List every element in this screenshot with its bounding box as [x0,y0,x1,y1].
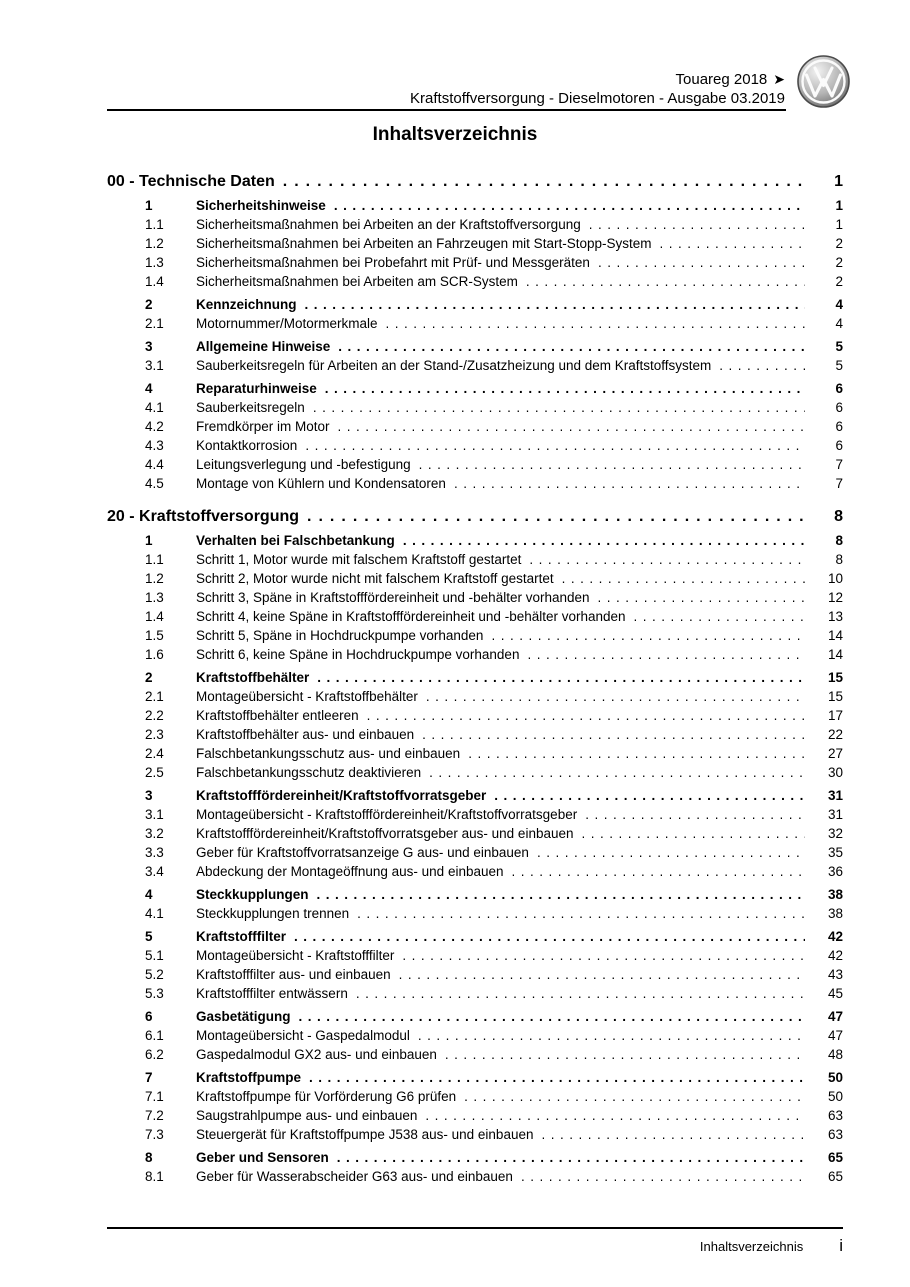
toc-entry-number: 1 [145,198,153,213]
toc-entry-number: 2.5 [145,765,164,780]
toc-entry-page: 2 [835,236,843,251]
dot-leader [357,904,805,923]
toc-entry-row [107,645,843,664]
toc-entry-number: 4.5 [145,476,164,491]
toc-entry-number: 3.1 [145,807,164,822]
toc-entry-row [107,824,843,843]
footer-page-number: i [839,1236,843,1255]
dot-leader [541,1125,805,1144]
dot-leader [317,668,805,687]
toc-entry-number: 1.2 [145,236,164,251]
toc-entry-page: 1 [835,217,843,232]
toc-entry-number: 2.1 [145,689,164,704]
toc-entry-number: 3.1 [145,358,164,373]
toc-entry-number: 2 [145,297,153,312]
toc-entry-page: 17 [827,708,843,723]
toc-entry-page: 7 [835,457,843,472]
toc-entry-title: Sicherheitsmaßnahmen bei Probefahrt mit Prüf- und Messgeräten [196,255,590,270]
toc-entry-page: 63 [827,1108,843,1123]
toc-entry-title: Steckkupplungen trennen [196,906,350,921]
toc-entry-title: Saugstrahlpumpe aus- und einbauen [196,1108,418,1123]
toc-entry-page: 2 [835,274,843,289]
toc-entry-title: Abdeckung der Montageöffnung aus- und einbauen [196,864,504,879]
toc-entry-row [107,1007,843,1026]
header-divider [107,109,786,111]
dot-leader [313,398,805,417]
toc-entry-number: 4.1 [145,906,164,921]
toc-entry-number: 2.3 [145,727,164,742]
toc-entry-row [107,927,843,946]
toc-entry-page: 8 [835,533,843,548]
toc-entry-title: Motornummer/Motormerkmale [196,316,378,331]
toc-entry-row [107,668,843,687]
toc-entry-number: 7 [145,1070,153,1085]
toc-chapter-page: 8 [834,508,843,525]
toc-entry-number: 7.2 [145,1108,164,1123]
toc-entry-number: 1.3 [145,590,164,605]
dot-leader [537,843,805,862]
dot-leader [527,645,805,664]
toc-entry-page: 32 [827,826,843,841]
toc-entry-row [107,295,843,314]
toc-entry-number: 8 [145,1150,153,1165]
toc-entry-title: Fremdkörper im Motor [196,419,330,434]
toc-entry-title: Montageübersicht - Kraftstoffbehälter [196,689,418,704]
toc-entry-page: 50 [827,1070,843,1085]
toc-entry-page: 13 [827,609,843,624]
toc-entry-number: 5.1 [145,948,164,963]
toc-entry-row [107,1087,843,1106]
toc-entry-title: Reparaturhinweise [196,381,317,396]
dot-leader [454,474,805,493]
toc-entry-number: 7.3 [145,1127,164,1142]
toc-entry-title: Geber für Kraftstoffvorratsanzeige G aus- und einbauen [196,845,529,860]
toc-entry-title: Montage von Kühlern und Kondensatoren [196,476,446,491]
dot-leader [529,550,805,569]
toc-entry-title: Falschbetankungsschutz deaktivieren [196,765,422,780]
toc-entry-title: Sauberkeitsregeln für Arbeiten an der Stand-/Zusatzheizung und dem Kraftstoffsystem [196,358,712,373]
toc-entry-title: Kennzeichnung [196,297,297,312]
dot-leader [585,805,805,824]
toc-entry-number: 1.6 [145,647,164,662]
toc-entry-number: 4.1 [145,400,164,415]
toc-entry-number: 4 [145,887,153,902]
toc-entry-row [107,626,843,645]
header-model-text: Touareg 2018 [675,71,768,88]
toc-entry-number: 2.2 [145,708,164,723]
dot-leader [399,965,805,984]
toc-entry-row [107,531,843,550]
toc-entry-page: 8 [835,552,843,567]
toc-entry-title: Gasbetätigung [196,1009,291,1024]
toc-entry-page: 43 [827,967,843,982]
toc-entry-number: 1.1 [145,217,164,232]
page-header [410,70,785,108]
toc-entry-title: Gaspedalmodul GX2 aus- und einbauen [196,1047,437,1062]
toc-entry-title: Leitungsverlegung und -befestigung [196,457,411,472]
toc-entry-row [107,356,843,375]
toc-entry-title: Allgemeine Hinweise [196,339,331,354]
toc-entry-row [107,607,843,626]
toc-entry-number: 7.1 [145,1089,164,1104]
toc-entry-title: Montageübersicht - Kraftstofffördereinheit/Kraftstoffvorratsgeber [196,807,578,822]
toc-entry-page: 38 [827,887,843,902]
dot-leader [419,455,805,474]
toc-entry-number: 1.4 [145,609,164,624]
toc-entry-page: 6 [835,381,843,396]
dot-leader [422,725,805,744]
dot-leader [526,272,805,291]
dot-leader [562,569,805,588]
toc-entry-row [107,234,843,253]
toc-entry-row [107,272,843,291]
dot-leader [425,1106,805,1125]
toc-chapter-page: 1 [834,173,843,190]
toc-entry-page: 65 [827,1169,843,1184]
toc-entry-row [107,196,843,215]
toc-entry-title: Kraftstoffpumpe für Vorförderung G6 prüfen [196,1089,457,1104]
dot-leader [299,1007,805,1026]
toc-entry-row [107,569,843,588]
toc-entry-title: Schritt 2, Motor wurde nicht mit falschem Kraftstoff gestartet [196,571,554,586]
toc-entry-row [107,965,843,984]
toc-entry-title: Steckkupplungen [196,887,309,902]
dot-leader [491,626,805,645]
dot-leader [468,744,805,763]
dot-leader [634,607,805,626]
toc-entry-number: 1 [145,533,153,548]
toc-entry-page: 15 [827,670,843,685]
toc-entry-page: 4 [835,297,843,312]
toc-entry-page: 65 [827,1150,843,1165]
toc-entry-number: 3.3 [145,845,164,860]
toc-entry-page: 38 [827,906,843,921]
toc-entry-number: 4.4 [145,457,164,472]
toc-entry-number: 2.4 [145,746,164,761]
toc-chapter-row [107,172,843,192]
toc-entry-row [107,215,843,234]
toc-entry-page: 36 [827,864,843,879]
toc-entry-number: 2 [145,670,153,685]
toc-entry-row [107,862,843,881]
toc-entry-page: 4 [835,316,843,331]
toc-entry-page: 5 [835,339,843,354]
toc-entry-page: 2 [835,255,843,270]
dot-leader [598,253,805,272]
toc-entry-row [107,314,843,333]
dot-leader [305,436,805,455]
dot-leader [386,314,805,333]
dot-leader [283,172,805,192]
toc-entry-page: 42 [827,948,843,963]
toc-entry-number: 1.2 [145,571,164,586]
dot-leader [307,507,805,527]
toc-entry-title: Schritt 4, keine Späne in Kraftstofffördereinheit und -behälter vorhanden [196,609,626,624]
toc-entry-number: 6 [145,1009,153,1024]
toc-entry-page: 12 [827,590,843,605]
dot-leader [659,234,805,253]
toc-entry-title: Kraftstofffördereinheit/Kraftstoffvorratsgeber [196,788,487,803]
toc-entry-number: 4.2 [145,419,164,434]
toc-entry-number: 1.4 [145,274,164,289]
toc-entry-title: Kraftstofffilter aus- und einbauen [196,967,391,982]
toc-entry-row [107,398,843,417]
toc-entry-number: 4 [145,381,153,396]
toc-entry-number: 1.3 [145,255,164,270]
toc-entry-row [107,550,843,569]
toc-entry-page: 7 [835,476,843,491]
dot-leader [402,946,805,965]
toc-entry-title: Montageübersicht - Kraftstofffilter [196,948,395,963]
dot-leader [305,295,806,314]
dot-leader [719,356,805,375]
toc-entry-page: 31 [827,807,843,822]
toc-entry-number: 3 [145,339,153,354]
dot-leader [512,862,806,881]
toc-entry-page: 22 [827,727,843,742]
toc-entry-number: 3 [145,788,153,803]
toc-entry-page: 48 [827,1047,843,1062]
toc-entry-title: Geber und Sensoren [196,1150,329,1165]
toc-entry-title: Schritt 6, keine Späne in Hochdruckpumpe vorhanden [196,647,520,662]
toc-entry-number: 3.2 [145,826,164,841]
dot-leader [294,927,805,946]
toc-entry-title: Kraftstofffilter [196,929,286,944]
toc-entry-row [107,805,843,824]
header-model-line [410,70,785,89]
toc-entry-page: 31 [827,788,843,803]
toc-entry-title: Sicherheitsmaßnahmen bei Arbeiten an der Kraftstoffversorgung [196,217,581,232]
toc-entry-title: Kraftstofffördereinheit/Kraftstoffvorratsgeber aus- und einbauen [196,826,574,841]
toc-entry-number: 5.3 [145,986,164,1001]
dot-leader [334,196,805,215]
dot-leader [325,379,805,398]
toc-entry-row [107,1068,843,1087]
dot-leader [598,588,805,607]
dot-leader [464,1087,805,1106]
toc-entry-title: Sicherheitsmaßnahmen bei Arbeiten an Fahrzeugen mit Start-Stopp-System [196,236,652,251]
toc-entry-page: 10 [827,571,843,586]
toc-entry-row [107,1106,843,1125]
toc-entry-title: Schritt 5, Späne in Hochdruckpumpe vorhanden [196,628,484,643]
toc-entry-page: 47 [827,1028,843,1043]
dot-leader [317,885,805,904]
toc-entry-page: 1 [835,198,843,213]
toc-entry-page: 6 [835,438,843,453]
toc-entry-number: 5.2 [145,967,164,982]
toc-entry-row [107,1026,843,1045]
toc-entry-title: Schritt 3, Späne in Kraftstofffördereinheit und -behälter vorhanden [196,590,590,605]
toc-chapter-row [107,507,843,527]
toc-entry-row [107,474,843,493]
toc-entry-page: 6 [835,419,843,434]
toc-entry-title: Steuergerät für Kraftstoffpumpe J538 aus- und einbauen [196,1127,534,1142]
toc-entry-title: Schritt 1, Motor wurde mit falschem Kraftstoff gestartet [196,552,522,567]
toc-entry-title: Geber für Wasserabscheider G63 aus- und einbauen [196,1169,513,1184]
dot-leader [589,215,805,234]
toc-entry-row [107,843,843,862]
toc-entry-row [107,744,843,763]
header-doc-line: Kraftstoffversorgung - Dieselmotoren - Ausgabe 03.2019 [410,90,785,107]
toc-entry-page: 45 [827,986,843,1001]
arrow-right-icon: ➤ [773,71,785,87]
toc-entry-row [107,885,843,904]
toc-entry-title: Kontaktkorrosion [196,438,298,453]
toc-entry-row [107,417,843,436]
dot-leader [582,824,806,843]
toc-entry-page: 63 [827,1127,843,1142]
dot-leader [337,1148,805,1167]
toc-entry-row [107,786,843,805]
toc-chapter-label: 20 - Kraftstoffversorgung [107,508,300,525]
toc-entry-title: Sauberkeitsregeln [196,400,305,415]
dot-leader [403,531,805,550]
toc-entry-page: 15 [827,689,843,704]
toc-entry-row [107,1148,843,1167]
dot-leader [356,984,805,1003]
toc-entry-title: Kraftstofffilter entwässern [196,986,348,1001]
toc-chapter-label: 00 - Technische Daten [107,173,275,190]
toc-entry-title: Montageübersicht - Gaspedalmodul [196,1028,410,1043]
toc-entry-page: 50 [827,1089,843,1104]
dot-leader [445,1045,805,1064]
toc-entry-title: Kraftstoffbehälter entleeren [196,708,359,723]
page-footer [700,1236,843,1256]
toc-entry-row [107,763,843,782]
toc-entry-number: 5 [145,929,153,944]
dot-leader [309,1068,805,1087]
toc-entry-number: 2.1 [145,316,164,331]
toc-entry-page: 35 [827,845,843,860]
dot-leader [429,763,805,782]
toc-entry-row [107,379,843,398]
toc-entry-page: 47 [827,1009,843,1024]
dot-leader [494,786,805,805]
toc-entry-title: Kraftstoffbehälter [196,670,310,685]
toc-entry-title: Kraftstoffbehälter aus- und einbauen [196,727,415,742]
toc-entry-page: 42 [827,929,843,944]
toc-entry-number: 8.1 [145,1169,164,1184]
toc-entry-row [107,687,843,706]
toc-entry-row [107,1125,843,1144]
page-title: Inhaltsverzeichnis [372,124,538,145]
toc-entry-number: 4.3 [145,438,164,453]
toc-entry-number: 1.5 [145,628,164,643]
toc-entry-number: 6.1 [145,1028,164,1043]
toc-entry-number: 1.1 [145,552,164,567]
vw-logo-icon [797,55,850,108]
toc-entry-title: Sicherheitsmaßnahmen bei Arbeiten am SCR-System [196,274,518,289]
toc-entry-number: 3.4 [145,864,164,879]
dot-leader [338,337,805,356]
toc-entry-page: 5 [835,358,843,373]
toc-entry-page: 14 [827,647,843,662]
toc-entry-row [107,253,843,272]
dot-leader [338,417,805,436]
toc-entry-row [107,588,843,607]
footer-divider [107,1227,843,1229]
toc-entry-page: 27 [827,746,843,761]
toc-entry-title: Sicherheitshinweise [196,198,326,213]
toc-entry-page: 6 [835,400,843,415]
footer-label: Inhaltsverzeichnis [699,1239,804,1254]
dot-leader [521,1167,805,1186]
dot-leader [418,1026,805,1045]
toc-entry-row [107,984,843,1003]
toc-entry-row [107,337,843,356]
toc-entry-row [107,725,843,744]
toc-entry-title: Falschbetankungsschutz aus- und einbauen [196,746,461,761]
toc-entry-row [107,1045,843,1064]
toc-entry-row [107,1167,843,1186]
toc-entry-row [107,706,843,725]
dot-leader [426,687,805,706]
toc-entry-row [107,436,843,455]
toc-entry-number: 6.2 [145,1047,164,1062]
toc-entry-title: Verhalten bei Falschbetankung [196,533,395,548]
toc-entry-row [107,904,843,923]
toc-entry-page: 30 [827,765,843,780]
toc-entry-row [107,455,843,474]
toc-entry-page: 14 [827,628,843,643]
toc-entry-title: Kraftstoffpumpe [196,1070,301,1085]
table-of-contents [107,172,843,1186]
dot-leader [367,706,805,725]
toc-entry-row [107,946,843,965]
